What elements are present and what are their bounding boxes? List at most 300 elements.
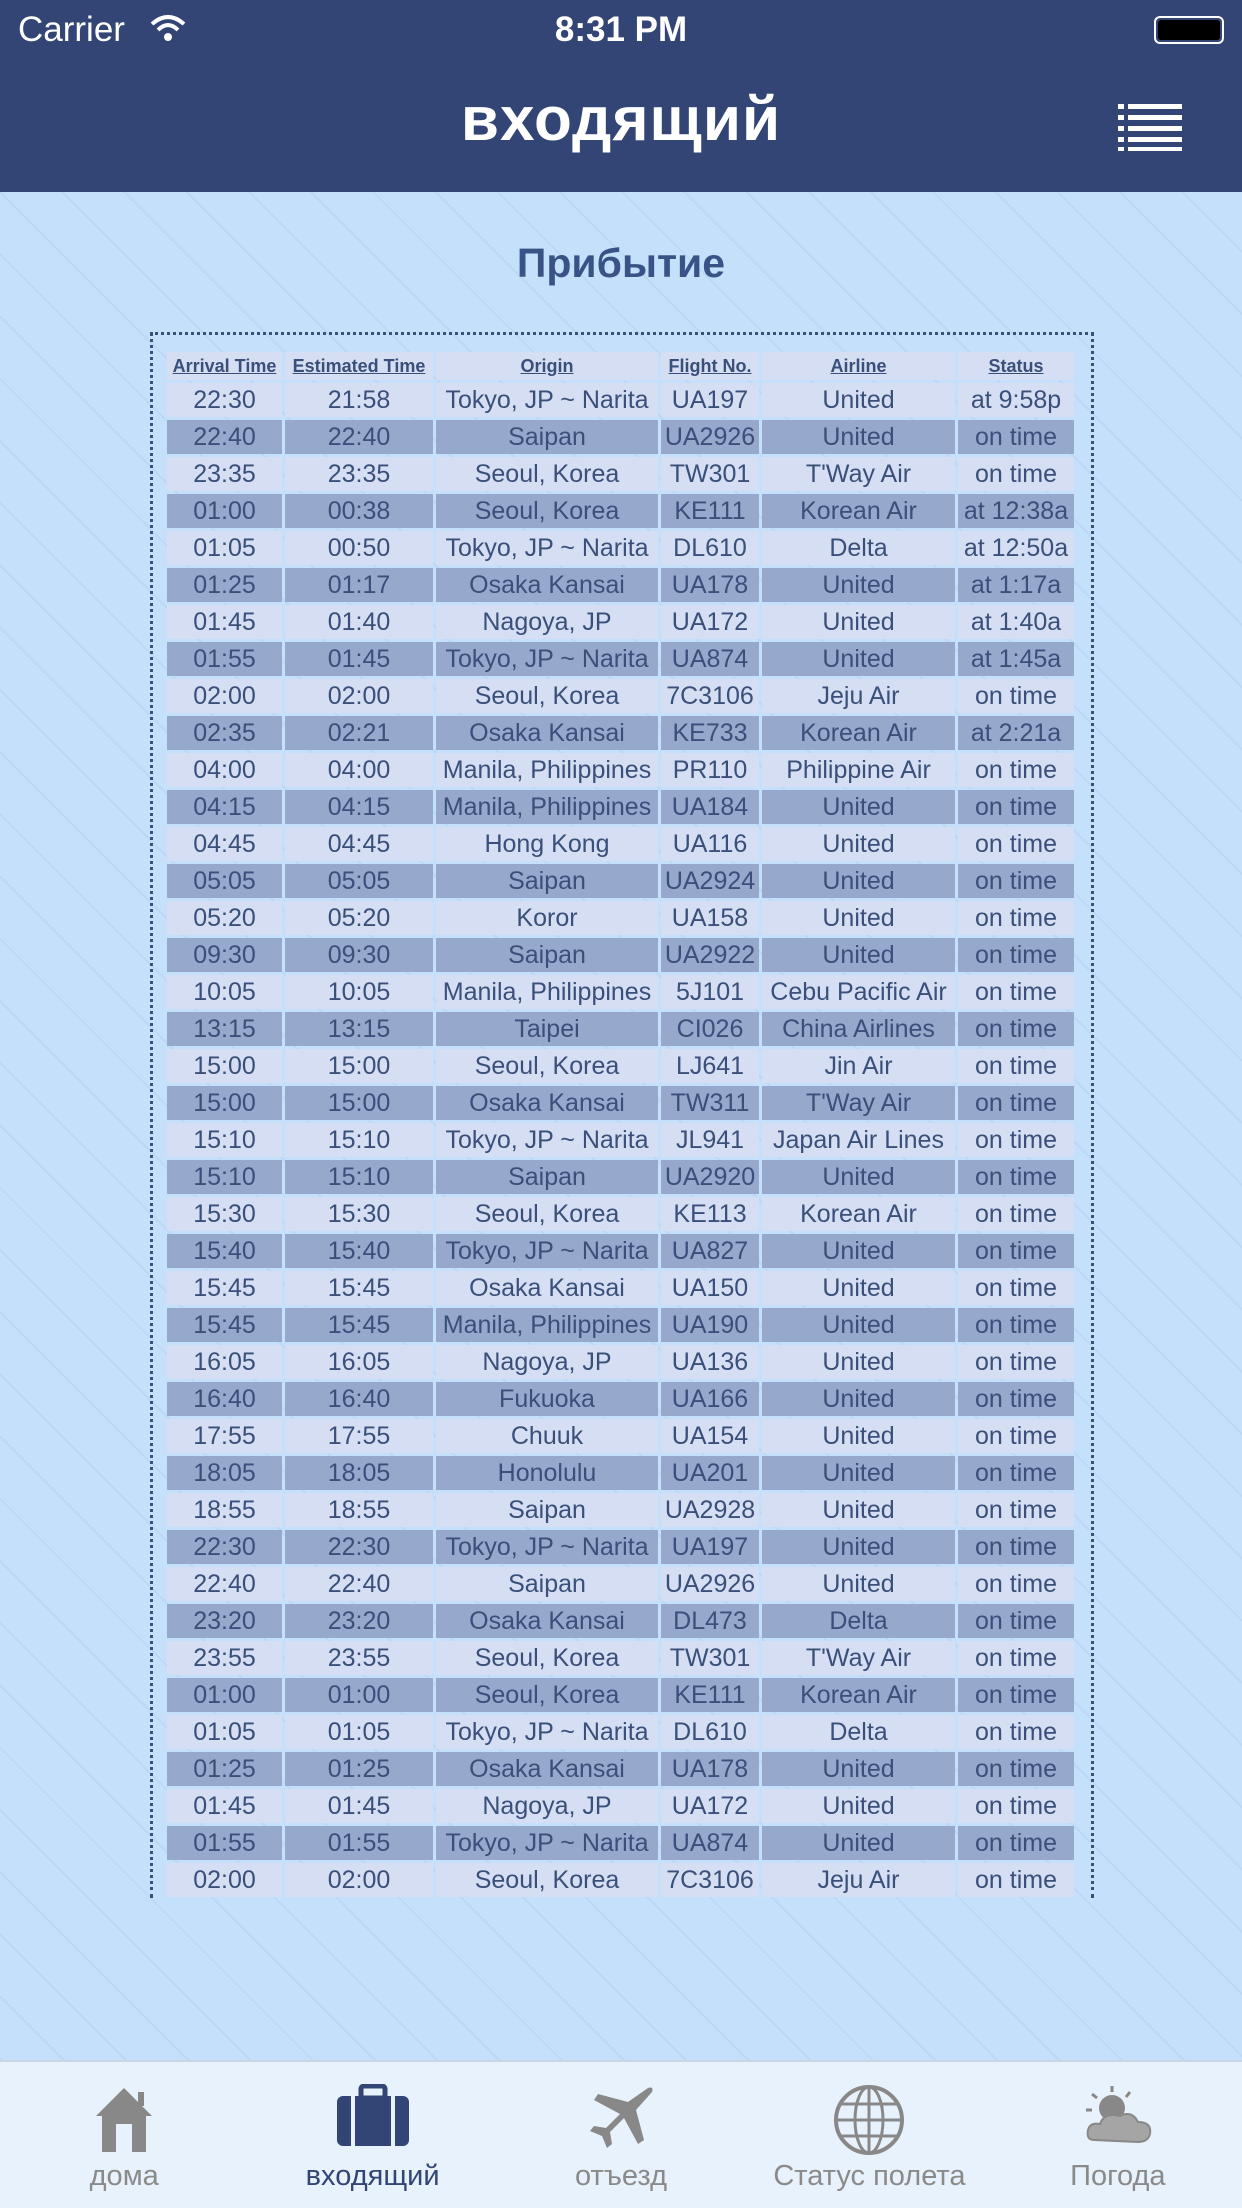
cell-airline: United xyxy=(762,1456,955,1490)
cell-origin: Seoul, Korea xyxy=(436,1678,658,1712)
cell-estimated-time: 15:45 xyxy=(285,1271,433,1305)
cell-arrival-time: 15:45 xyxy=(167,1308,282,1342)
cell-flight-no: UA184 xyxy=(661,790,759,824)
cell-arrival-time: 10:05 xyxy=(167,975,282,1009)
tab-flight-status-label: Статус полета xyxy=(773,2160,966,2192)
cell-arrival-time: 15:00 xyxy=(167,1049,282,1083)
cell-status: on time xyxy=(958,1715,1074,1749)
cell-estimated-time: 09:30 xyxy=(285,938,433,972)
table-row[interactable] xyxy=(167,1641,1074,1675)
cell-status: on time xyxy=(958,1049,1074,1083)
table-header-row xyxy=(167,352,1074,380)
table-row[interactable] xyxy=(167,1789,1074,1823)
cell-airline: Philippine Air xyxy=(762,753,955,787)
cell-status: on time xyxy=(958,1345,1074,1379)
cell-origin: Koror xyxy=(436,901,658,935)
cell-estimated-time: 15:00 xyxy=(285,1086,433,1120)
cell-origin: Tokyo, JP ~ Narita xyxy=(436,383,658,417)
table-row[interactable] xyxy=(167,457,1074,491)
table-row[interactable] xyxy=(167,1715,1074,1749)
cell-flight-no: UA874 xyxy=(661,1826,759,1860)
cell-flight-no: DL473 xyxy=(661,1604,759,1638)
cell-status: on time xyxy=(958,1160,1074,1194)
cell-flight-no: KE111 xyxy=(661,1678,759,1712)
table-row[interactable] xyxy=(167,420,1074,454)
cell-origin: Nagoya, JP xyxy=(436,1789,658,1823)
table-row[interactable] xyxy=(167,1752,1074,1786)
cell-estimated-time: 01:55 xyxy=(285,1826,433,1860)
cell-estimated-time: 04:15 xyxy=(285,790,433,824)
cell-origin: Seoul, Korea xyxy=(436,1049,658,1083)
cell-flight-no: JL941 xyxy=(661,1123,759,1157)
cell-status: on time xyxy=(958,938,1074,972)
cell-estimated-time: 01:17 xyxy=(285,568,433,602)
cell-estimated-time: 16:40 xyxy=(285,1382,433,1416)
cell-airline: Delta xyxy=(762,1604,955,1638)
table-row[interactable] xyxy=(167,1456,1074,1490)
cell-flight-no: UA2928 xyxy=(661,1493,759,1527)
cell-status: on time xyxy=(958,790,1074,824)
cell-flight-no: KE733 xyxy=(661,716,759,750)
header-flight-no[interactable]: Flight No. xyxy=(661,352,759,380)
cell-estimated-time: 02:00 xyxy=(285,679,433,713)
cell-airline: United xyxy=(762,1271,955,1305)
tab-flight-status[interactable] xyxy=(745,2062,993,2208)
house-icon xyxy=(92,2084,156,2154)
airplane-icon xyxy=(586,2084,656,2154)
table-row[interactable] xyxy=(167,864,1074,898)
cell-estimated-time: 22:40 xyxy=(285,1567,433,1601)
table-row[interactable] xyxy=(167,827,1074,861)
cell-status: on time xyxy=(958,864,1074,898)
cell-flight-no: UA827 xyxy=(661,1234,759,1268)
header-arrival-time[interactable]: Arrival Time xyxy=(167,352,282,380)
table-row[interactable] xyxy=(167,568,1074,602)
cell-arrival-time: 15:45 xyxy=(167,1271,282,1305)
cell-estimated-time: 16:05 xyxy=(285,1345,433,1379)
cell-estimated-time: 15:10 xyxy=(285,1123,433,1157)
cell-airline: Jeju Air xyxy=(762,1863,955,1897)
table-row[interactable] xyxy=(167,1271,1074,1305)
cell-origin: Seoul, Korea xyxy=(436,1641,658,1675)
cell-arrival-time: 05:20 xyxy=(167,901,282,935)
list-menu-icon[interactable] xyxy=(1118,102,1182,152)
cell-origin: Seoul, Korea xyxy=(436,1197,658,1231)
cell-estimated-time: 15:40 xyxy=(285,1234,433,1268)
cell-status: on time xyxy=(958,1197,1074,1231)
cell-arrival-time: 02:35 xyxy=(167,716,282,750)
cell-airline: Delta xyxy=(762,1715,955,1749)
cell-airline: T'Way Air xyxy=(762,457,955,491)
cell-airline: T'Way Air xyxy=(762,1641,955,1675)
header-estimated-time[interactable]: Estimated Time xyxy=(285,352,433,380)
cell-airline: United xyxy=(762,827,955,861)
cell-arrival-time: 04:15 xyxy=(167,790,282,824)
weather-icon xyxy=(1080,2084,1156,2148)
cell-origin: Osaka Kansai xyxy=(436,716,658,750)
cell-status: on time xyxy=(958,1086,1074,1120)
cell-arrival-time: 18:05 xyxy=(167,1456,282,1490)
cell-airline: Jeju Air xyxy=(762,679,955,713)
table-row[interactable] xyxy=(167,1678,1074,1712)
cell-airline: United xyxy=(762,642,955,676)
cell-flight-no: 7C3106 xyxy=(661,679,759,713)
clock: 8:31 PM xyxy=(554,10,688,49)
cell-estimated-time: 04:45 xyxy=(285,827,433,861)
cell-flight-no: UA178 xyxy=(661,568,759,602)
cell-status: on time xyxy=(958,827,1074,861)
cell-estimated-time: 00:38 xyxy=(285,494,433,528)
table-row[interactable] xyxy=(167,1826,1074,1860)
cell-estimated-time: 21:58 xyxy=(285,383,433,417)
cell-status: on time xyxy=(958,1641,1074,1675)
cell-origin: Seoul, Korea xyxy=(436,457,658,491)
table-row[interactable] xyxy=(167,753,1074,787)
battery-icon xyxy=(1154,16,1224,44)
arrivals-table-container[interactable] xyxy=(150,332,1094,1898)
cell-estimated-time: 02:21 xyxy=(285,716,433,750)
cell-airline: Korean Air xyxy=(762,716,955,750)
tab-weather[interactable] xyxy=(994,2062,1242,2208)
cell-airline: United xyxy=(762,1789,955,1823)
cell-status: on time xyxy=(958,1419,1074,1453)
table-row[interactable] xyxy=(167,1382,1074,1416)
table-row[interactable] xyxy=(167,1567,1074,1601)
cell-airline: Japan Air Lines xyxy=(762,1123,955,1157)
cell-origin: Osaka Kansai xyxy=(436,1752,658,1786)
cell-origin: Chuuk xyxy=(436,1419,658,1453)
cell-arrival-time: 15:10 xyxy=(167,1123,282,1157)
cell-origin: Honolulu xyxy=(436,1456,658,1490)
cell-arrival-time: 23:55 xyxy=(167,1641,282,1675)
cell-flight-no: 7C3106 xyxy=(661,1863,759,1897)
table-row[interactable] xyxy=(167,1308,1074,1342)
cell-airline: United xyxy=(762,1530,955,1564)
suitcase-icon xyxy=(335,2084,411,2148)
cell-flight-no: UA116 xyxy=(661,827,759,861)
table-row[interactable] xyxy=(167,1234,1074,1268)
cell-status: on time xyxy=(958,457,1074,491)
cell-origin: Nagoya, JP xyxy=(436,605,658,639)
cell-airline: United xyxy=(762,1234,955,1268)
header-status[interactable]: Status xyxy=(958,352,1074,380)
cell-origin: Tokyo, JP ~ Narita xyxy=(436,1234,658,1268)
cell-status: at 2:21a xyxy=(958,716,1074,750)
cell-origin: Nagoya, JP xyxy=(436,1345,658,1379)
table-row[interactable] xyxy=(167,716,1074,750)
cell-arrival-time: 22:40 xyxy=(167,1567,282,1601)
cell-status: on time xyxy=(958,1382,1074,1416)
cell-flight-no: UA197 xyxy=(661,1530,759,1564)
cell-origin: Tokyo, JP ~ Narita xyxy=(436,1826,658,1860)
cell-flight-no: KE113 xyxy=(661,1197,759,1231)
cell-estimated-time: 15:00 xyxy=(285,1049,433,1083)
cell-origin: Saipan xyxy=(436,1160,658,1194)
cell-origin: Saipan xyxy=(436,1567,658,1601)
carrier-label: Carrier xyxy=(18,10,125,49)
cell-status: on time xyxy=(958,1530,1074,1564)
table-row[interactable] xyxy=(167,1493,1074,1527)
table-row[interactable] xyxy=(167,1012,1074,1046)
status-bar xyxy=(0,0,1242,60)
cell-status: at 12:50a xyxy=(958,531,1074,565)
navigation-bar xyxy=(0,60,1242,192)
cell-estimated-time: 05:05 xyxy=(285,864,433,898)
cell-origin: Tokyo, JP ~ Narita xyxy=(436,531,658,565)
cell-status: on time xyxy=(958,1789,1074,1823)
cell-airline: Delta xyxy=(762,531,955,565)
table-row[interactable] xyxy=(167,642,1074,676)
cell-arrival-time: 15:10 xyxy=(167,1160,282,1194)
cell-origin: Osaka Kansai xyxy=(436,1086,658,1120)
cell-status: at 1:40a xyxy=(958,605,1074,639)
cell-flight-no: LJ641 xyxy=(661,1049,759,1083)
cell-estimated-time: 04:00 xyxy=(285,753,433,787)
cell-origin: Seoul, Korea xyxy=(436,1863,658,1897)
cell-flight-no: UA2926 xyxy=(661,420,759,454)
cell-status: on time xyxy=(958,679,1074,713)
table-row[interactable] xyxy=(167,1530,1074,1564)
cell-flight-no: UA154 xyxy=(661,1419,759,1453)
cell-estimated-time: 17:55 xyxy=(285,1419,433,1453)
cell-status: on time xyxy=(958,1604,1074,1638)
cell-flight-no: UA136 xyxy=(661,1345,759,1379)
cell-airline: China Airlines xyxy=(762,1012,955,1046)
table-row[interactable] xyxy=(167,901,1074,935)
table-row[interactable] xyxy=(167,938,1074,972)
cell-arrival-time: 16:05 xyxy=(167,1345,282,1379)
cell-arrival-time: 13:15 xyxy=(167,1012,282,1046)
table-row[interactable] xyxy=(167,531,1074,565)
cell-status: on time xyxy=(958,1493,1074,1527)
cell-flight-no: UA2924 xyxy=(661,864,759,898)
cell-estimated-time: 01:45 xyxy=(285,1789,433,1823)
cell-origin: Seoul, Korea xyxy=(436,679,658,713)
cell-flight-no: UA190 xyxy=(661,1308,759,1342)
cell-flight-no: TW301 xyxy=(661,1641,759,1675)
cell-flight-no: UA150 xyxy=(661,1271,759,1305)
cell-origin: Manila, Philippines xyxy=(436,790,658,824)
cell-origin: Saipan xyxy=(436,864,658,898)
cell-flight-no: UA197 xyxy=(661,383,759,417)
cell-arrival-time: 01:55 xyxy=(167,1826,282,1860)
cell-airline: United xyxy=(762,1382,955,1416)
cell-status: on time xyxy=(958,1752,1074,1786)
cell-estimated-time: 15:30 xyxy=(285,1197,433,1231)
globe-icon xyxy=(833,2084,905,2156)
table-row[interactable] xyxy=(167,1345,1074,1379)
cell-origin: Seoul, Korea xyxy=(436,494,658,528)
cell-status: on time xyxy=(958,1012,1074,1046)
cell-airline: United xyxy=(762,568,955,602)
cell-flight-no: UA166 xyxy=(661,1382,759,1416)
cell-airline: United xyxy=(762,605,955,639)
cell-arrival-time: 02:00 xyxy=(167,1863,282,1897)
table-row[interactable] xyxy=(167,1160,1074,1194)
cell-status: on time xyxy=(958,975,1074,1009)
cell-airline: United xyxy=(762,1308,955,1342)
cell-estimated-time: 01:00 xyxy=(285,1678,433,1712)
table-row[interactable] xyxy=(167,975,1074,1009)
cell-airline: United xyxy=(762,1826,955,1860)
cell-estimated-time: 23:20 xyxy=(285,1604,433,1638)
cell-origin: Saipan xyxy=(436,420,658,454)
cell-status: at 1:45a xyxy=(958,642,1074,676)
cell-estimated-time: 15:45 xyxy=(285,1308,433,1342)
table-body xyxy=(167,383,1074,1897)
cell-airline: United xyxy=(762,1567,955,1601)
cell-estimated-time: 13:15 xyxy=(285,1012,433,1046)
cell-airline: United xyxy=(762,938,955,972)
table-row[interactable] xyxy=(167,790,1074,824)
tab-arrivals[interactable] xyxy=(248,2062,496,2208)
table-row[interactable] xyxy=(167,1419,1074,1453)
cell-status: on time xyxy=(958,1456,1074,1490)
cell-estimated-time: 01:45 xyxy=(285,642,433,676)
cell-arrival-time: 22:40 xyxy=(167,420,282,454)
cell-status: on time xyxy=(958,1863,1074,1897)
cell-airline: United xyxy=(762,1419,955,1453)
cell-flight-no: UA2926 xyxy=(661,1567,759,1601)
cell-estimated-time: 22:40 xyxy=(285,420,433,454)
cell-estimated-time: 00:50 xyxy=(285,531,433,565)
cell-arrival-time: 15:00 xyxy=(167,1086,282,1120)
table-row[interactable] xyxy=(167,494,1074,528)
cell-status: at 12:38a xyxy=(958,494,1074,528)
cell-arrival-time: 01:05 xyxy=(167,1715,282,1749)
cell-estimated-time: 05:20 xyxy=(285,901,433,935)
cell-airline: Korean Air xyxy=(762,1197,955,1231)
table-row[interactable] xyxy=(167,1049,1074,1083)
table-row[interactable] xyxy=(167,605,1074,639)
cell-flight-no: TW311 xyxy=(661,1086,759,1120)
cell-flight-no: PR110 xyxy=(661,753,759,787)
cell-arrival-time: 23:35 xyxy=(167,457,282,491)
cell-origin: Tokyo, JP ~ Narita xyxy=(436,1530,658,1564)
cell-origin: Tokyo, JP ~ Narita xyxy=(436,1123,658,1157)
cell-estimated-time: 22:30 xyxy=(285,1530,433,1564)
table-row[interactable] xyxy=(167,1604,1074,1638)
cell-arrival-time: 04:00 xyxy=(167,753,282,787)
cell-arrival-time: 02:00 xyxy=(167,679,282,713)
cell-airline: United xyxy=(762,1345,955,1379)
cell-origin: Fukuoka xyxy=(436,1382,658,1416)
cell-flight-no: UA158 xyxy=(661,901,759,935)
cell-origin: Osaka Kansai xyxy=(436,568,658,602)
cell-origin: Saipan xyxy=(436,1493,658,1527)
section-title: Прибытие xyxy=(516,240,726,286)
cell-arrival-time: 01:45 xyxy=(167,605,282,639)
arrivals-table xyxy=(164,349,1077,1898)
tab-bar xyxy=(0,2060,1242,2208)
cell-estimated-time: 01:25 xyxy=(285,1752,433,1786)
cell-airline: Cebu Pacific Air xyxy=(762,975,955,1009)
cell-origin: Manila, Philippines xyxy=(436,753,658,787)
cell-arrival-time: 15:40 xyxy=(167,1234,282,1268)
cell-airline: T'Way Air xyxy=(762,1086,955,1120)
cell-arrival-time: 01:05 xyxy=(167,531,282,565)
cell-status: on time xyxy=(958,1567,1074,1601)
cell-estimated-time: 01:40 xyxy=(285,605,433,639)
table-row[interactable] xyxy=(167,1086,1074,1120)
cell-origin: Manila, Philippines xyxy=(436,1308,658,1342)
cell-origin: Hong Kong xyxy=(436,827,658,861)
cell-estimated-time: 15:10 xyxy=(285,1160,433,1194)
cell-arrival-time: 01:55 xyxy=(167,642,282,676)
cell-status: on time xyxy=(958,753,1074,787)
cell-flight-no: UA874 xyxy=(661,642,759,676)
table-row[interactable] xyxy=(167,1123,1074,1157)
table-row[interactable] xyxy=(167,1863,1074,1897)
cell-estimated-time: 23:35 xyxy=(285,457,433,491)
header-origin[interactable]: Origin xyxy=(436,352,658,380)
cell-flight-no: DL610 xyxy=(661,531,759,565)
header-airline[interactable]: Airline xyxy=(762,352,955,380)
cell-status: on time xyxy=(958,901,1074,935)
cell-airline: Korean Air xyxy=(762,1678,955,1712)
cell-origin: Tokyo, JP ~ Narita xyxy=(436,642,658,676)
tab-arrivals-label: входящий xyxy=(305,2160,440,2192)
cell-airline: United xyxy=(762,1493,955,1527)
cell-estimated-time: 18:05 xyxy=(285,1456,433,1490)
cell-status: at 1:17a xyxy=(958,568,1074,602)
cell-flight-no: DL610 xyxy=(661,1715,759,1749)
cell-flight-no: KE111 xyxy=(661,494,759,528)
cell-status: on time xyxy=(958,1678,1074,1712)
cell-estimated-time: 18:55 xyxy=(285,1493,433,1527)
tab-weather-label: Погода xyxy=(1070,2160,1166,2192)
cell-origin: Tokyo, JP ~ Narita xyxy=(436,1715,658,1749)
cell-flight-no: UA2920 xyxy=(661,1160,759,1194)
cell-flight-no: 5J101 xyxy=(661,975,759,1009)
cell-arrival-time: 04:45 xyxy=(167,827,282,861)
cell-arrival-time: 01:25 xyxy=(167,1752,282,1786)
cell-estimated-time: 02:00 xyxy=(285,1863,433,1897)
cell-estimated-time: 23:55 xyxy=(285,1641,433,1675)
cell-origin: Manila, Philippines xyxy=(436,975,658,1009)
cell-airline: United xyxy=(762,1160,955,1194)
arrivals-content[interactable] xyxy=(0,192,1242,2060)
cell-origin: Osaka Kansai xyxy=(436,1271,658,1305)
cell-airline: United xyxy=(762,790,955,824)
cell-flight-no: TW301 xyxy=(661,457,759,491)
cell-airline: Korean Air xyxy=(762,494,955,528)
cell-status: at 9:58p xyxy=(958,383,1074,417)
tab-departures[interactable] xyxy=(497,2062,745,2208)
cell-status: on time xyxy=(958,1234,1074,1268)
table-row[interactable] xyxy=(167,383,1074,417)
cell-status: on time xyxy=(958,1308,1074,1342)
cell-arrival-time: 17:55 xyxy=(167,1419,282,1453)
cell-arrival-time: 01:00 xyxy=(167,1678,282,1712)
cell-arrival-time: 22:30 xyxy=(167,1530,282,1564)
tab-home[interactable] xyxy=(0,2062,248,2208)
cell-status: on time xyxy=(958,1123,1074,1157)
cell-origin: Taipei xyxy=(436,1012,658,1046)
cell-status: on time xyxy=(958,420,1074,454)
table-row[interactable] xyxy=(167,1197,1074,1231)
cell-arrival-time: 01:25 xyxy=(167,568,282,602)
cell-arrival-time: 15:30 xyxy=(167,1197,282,1231)
cell-flight-no: CI026 xyxy=(661,1012,759,1046)
cell-arrival-time: 23:20 xyxy=(167,1604,282,1638)
cell-airline: United xyxy=(762,420,955,454)
cell-airline: United xyxy=(762,901,955,935)
tab-departures-label: отъезд xyxy=(575,2160,667,2192)
table-row[interactable] xyxy=(167,679,1074,713)
cell-estimated-time: 01:05 xyxy=(285,1715,433,1749)
cell-status: on time xyxy=(958,1826,1074,1860)
